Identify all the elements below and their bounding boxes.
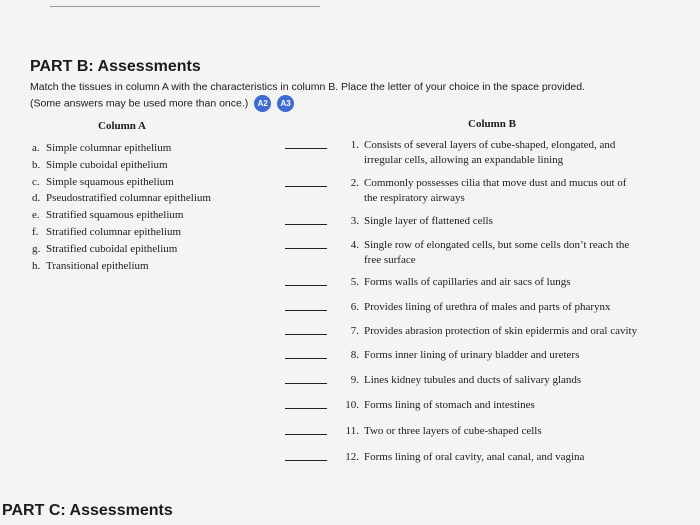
answer-blank[interactable] (285, 148, 327, 149)
answer-blank[interactable] (285, 186, 327, 187)
answer-blank[interactable] (285, 460, 327, 461)
instruction-line-2-text: (Some answers may be used more than once.) (30, 97, 249, 110)
part-b-title: PART B: Assessments (30, 58, 201, 75)
column-b-heading: Column B (468, 118, 516, 130)
answer-blank[interactable] (285, 434, 327, 435)
column-a-item: h. Transitional epithelium (32, 259, 149, 272)
badge-a3: A3 (277, 95, 294, 112)
column-a-item: g. Stratified cuboidal epithelium (32, 242, 178, 255)
answer-blank[interactable] (285, 383, 327, 384)
top-rule (50, 6, 320, 7)
answer-blank[interactable] (285, 224, 327, 225)
badge-a2: A2 (254, 95, 271, 112)
worksheet-page: PART B: Assessments Match the tissues in column A with the characteristics in column B. Place the letter of your choice in the space provided. (Some answers may be used more than once.) A2 A3 Column A Column B a. Simple columnar epithelium b. Simple cuboidal epithelium c. Simple squamous epithelium d. Pseudostratified columnar epithelium e. Stratified squamous epithelium f. Stratified columnar epithelium g. Stratified cuboidal epithelium h. Transitional epithelium 1. Consists of several layers of cube-shaped, elongated, and irregular cells, allowing an expandable lining 2. Commonly possesses cilia that move dust and mucus out of the respiratory airways 3. Single layer of flattened cells 4. Single row of elongated cells, but some cells don’t reach the free surface 5. Forms walls of capillaries and air sacs of lungs 6. Provides lining of urethra of males and parts of pharynx 7. Provides abrasion protection of skin epidermis and oral cavity 8. Forms inner lining of urinary bladder and ureters 9. Lines kidney tubules and ducts of salivary glands 10. Forms lining of stomach and intestines 11. Two or three layers of cube-shaped cells 12. Forms lining of oral cavity, anal canal, and vagina PART C: Assessments (0, 0, 700, 525)
answer-blank[interactable] (285, 310, 327, 311)
column-a-item: e. Stratified squamous epithelium (32, 209, 184, 222)
column-a-item: d. Pseudostratified columnar epithelium (32, 192, 211, 205)
part-c-title: PART C: Assessments (2, 502, 173, 519)
answer-blank[interactable] (285, 248, 327, 249)
column-a-heading: Column A (98, 120, 146, 132)
answer-blank[interactable] (285, 358, 327, 359)
column-a-item: c. Simple squamous epithelium (32, 175, 174, 188)
column-a-item: a. Simple columnar epithelium (32, 142, 172, 154)
column-a-list (32, 140, 211, 274)
answer-blank[interactable] (285, 334, 327, 335)
instruction-line-1: Match the tissues in column A with the characteristics in column B. Place the letter of your choice in the space provided. (30, 81, 586, 93)
instructions (30, 80, 690, 112)
column-a-item: b. Simple cuboidal epithelium (32, 158, 168, 171)
instruction-line-2 (30, 95, 690, 112)
answer-blank[interactable] (285, 408, 327, 409)
answer-blank[interactable] (285, 285, 327, 286)
column-a-item: f. Stratified columnar epithelium (32, 225, 182, 238)
